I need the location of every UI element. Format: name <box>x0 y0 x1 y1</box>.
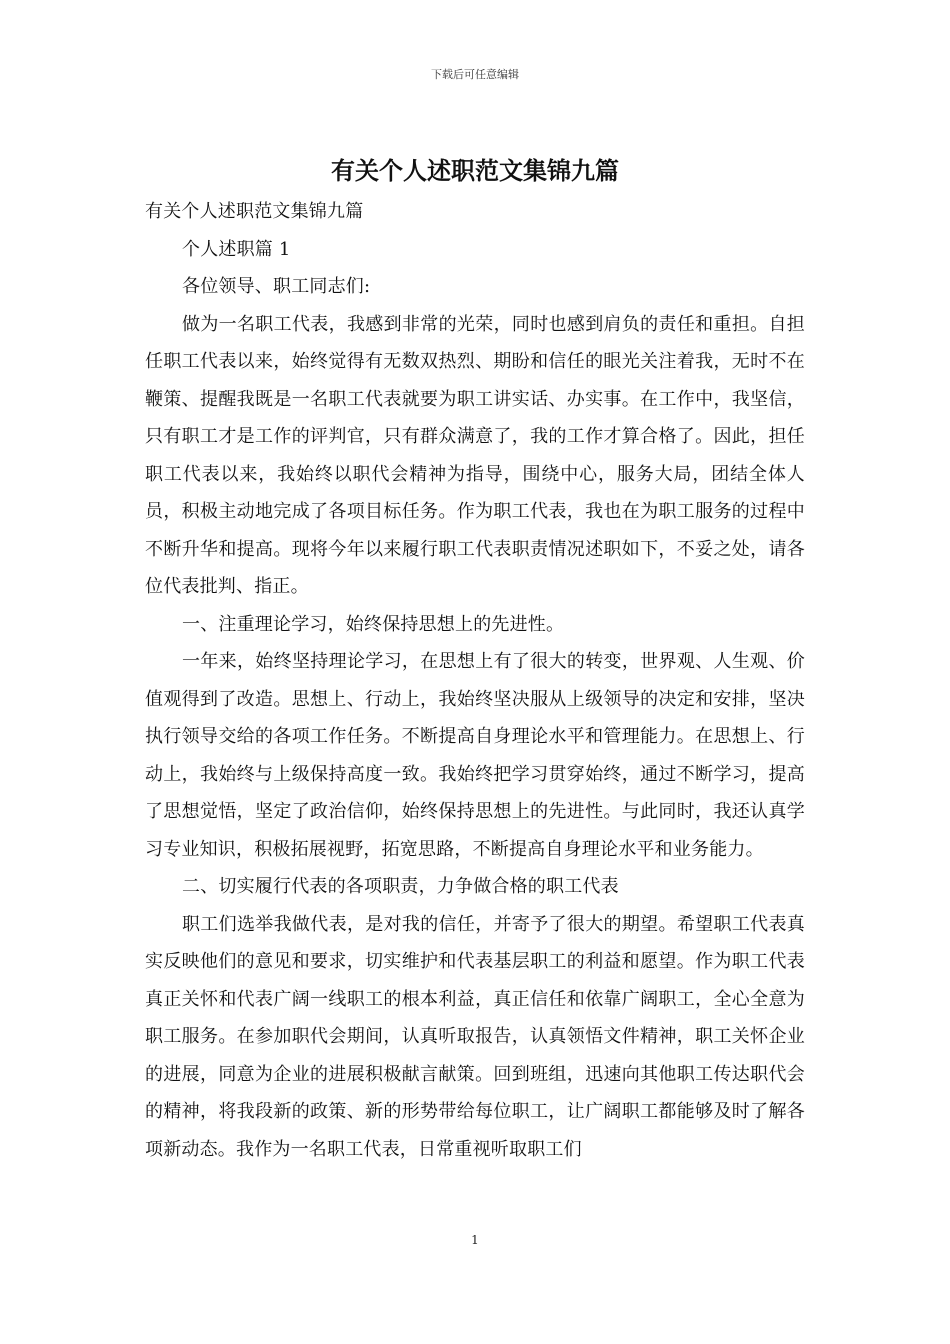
body-paragraph: 做为一名职工代表，我感到非常的光荣，同时也感到肩负的责任和重担。自担任职工代表以来，始终觉得有无数双热烈、期盼和信任的眼光关注着我，无时不在鞭策、提醒我既是一名职工代表就要为职工讲实话、办实事。在工作中，我坚信，只有职工才是工作的评判官，只有群众满意了，我的工作才算合格了。因此，担任职工代表以来，我始终以职代会精神为指导，围绕中心，服务大局，团结全体人员，积极主动地完成了各项目标任务。作为职工代表，我也在为职工服务的过程中不断升华和提高。现将今年以来履行职工代表职责情况述职如下，不妥之处，请各位代表批判、指正。 <box>145 313 805 597</box>
document-title: 有关个人述职范文集锦九篇 <box>331 156 619 185</box>
page-number: 1 <box>471 1233 479 1247</box>
body-paragraph: 一年来，始终坚持理论学习，在思想上有了很大的转变，世界观、人生观、价值观得到了改造。思想上、行动上，我始终坚决服从上级领导的决定和安排，坚决执行领导交给的各项工作任务。不断提高自身理论水平和管理能力。在思想上、行动上，我始终与上级保持高度一致。我始终把学习贯穿始终，通过不断学习，提高了思想觉悟，坚定了政治信仰，始终保持思想上的先进性。与此同时，我还认真学习专业知识，积极拓展视野，拓宽思路，不断提高自身理论水平和业务能力。 <box>145 651 805 860</box>
section-subheading: 二、切实履行代表的各项职责，力争做合格的职工代表 <box>182 876 619 897</box>
body-paragraph: 职工们选举我做代表，是对我的信任，并寄予了很大的期望。希望职工代表真实反映他们的意见和要求，切实维护和代表基层职工的利益和愿望。作为职工代表真正关怀和代表广阔一线职工的根本利益，真正信任和依靠广阔职工，全心全意为职工服务。在参加职代会期间，认真听取报告，认真领悟文件精神，职工关怀企业的进展，同意为企业的进展积极献言献策。回到班组，迅速向其他职工传达职代会的精神，将我段新的政策、新的形势带给每位职工，让广阔职工都能够及时了解各项新动态。我作为一名职工代表，日常重视听取职工们 <box>145 913 805 1160</box>
salutation: 各位领导、职工同志们: <box>182 276 371 297</box>
section-subheading: 一、注重理论学习，始终保持思想上的先进性。 <box>182 613 565 635</box>
section-heading: 个人述职篇 1 <box>182 238 291 260</box>
subtitle-paragraph: 有关个人述职范文集锦九篇 <box>145 201 364 222</box>
document-body <box>145 193 805 1168</box>
page-header-note: 下载后可任意编辑 <box>431 68 519 81</box>
